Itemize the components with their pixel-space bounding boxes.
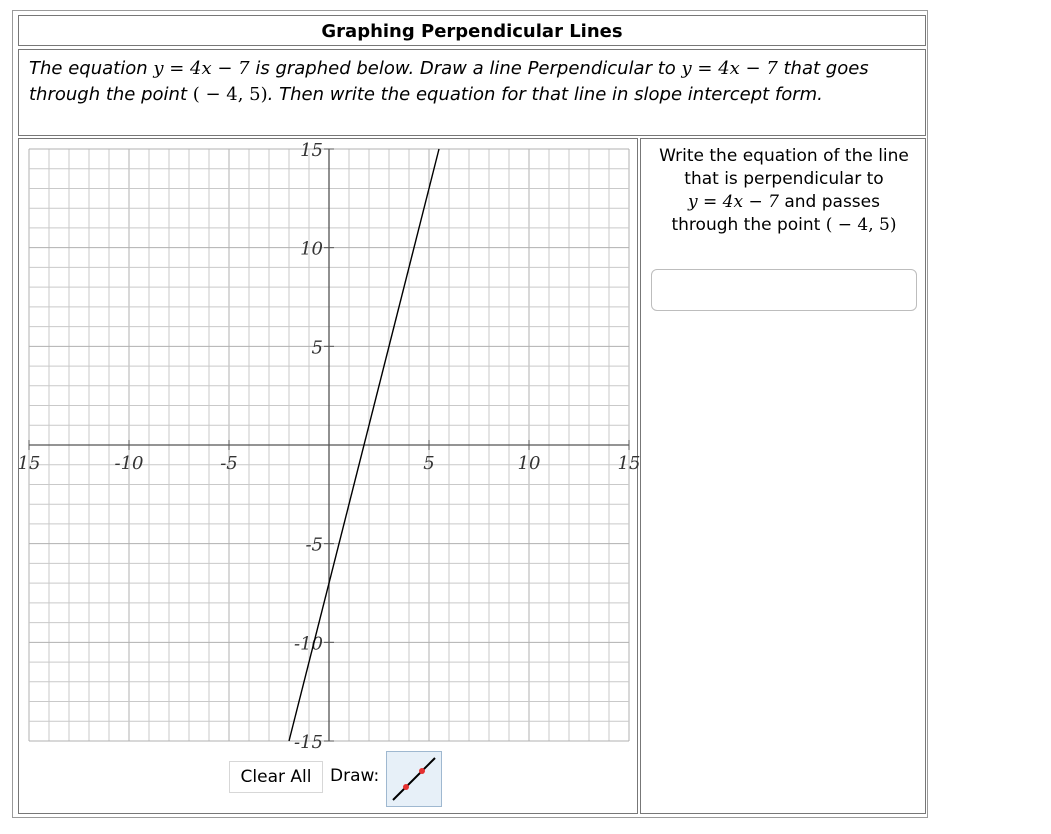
question-text	[651, 145, 917, 237]
coordinate-graph[interactable]	[17, 139, 641, 813]
line-tool-button[interactable]	[386, 751, 442, 807]
prompt-text: The equation	[29, 58, 154, 79]
answer-panel	[640, 138, 926, 814]
y-tick-label: 15	[300, 140, 323, 161]
line-segment-icon	[387, 752, 441, 806]
equation-answer-input[interactable]	[651, 269, 917, 311]
y-tick-label: -15	[294, 732, 323, 753]
x-tick-label: 5	[423, 453, 435, 474]
prompt-text: through the point	[29, 84, 193, 105]
prompt-text: that goes	[777, 58, 869, 79]
prompt-point: ( − 4, 5)	[192, 84, 268, 105]
prompt-equation: y = 4x − 7	[681, 58, 778, 79]
question-equation: y = 4x − 7	[688, 192, 779, 212]
x-tick-label: 15	[617, 453, 641, 474]
clear-all-button[interactable]: Clear All	[229, 761, 323, 793]
prompt-text: is graphed below. Draw a line Perpendicular to	[249, 58, 682, 79]
y-tick-label: -5	[305, 534, 323, 556]
problem-prompt	[18, 49, 926, 136]
x-tick-label: 15	[17, 453, 41, 474]
question-line: that is perpendicular to	[684, 169, 884, 189]
y-tick-label: 10	[300, 238, 323, 260]
draw-label: Draw:	[330, 766, 380, 786]
x-tick-label: -10	[114, 453, 144, 474]
y-tick-label: 5	[311, 337, 323, 359]
question-line: and passes	[778, 192, 880, 212]
y-tick-label: -10	[294, 633, 323, 655]
question-point: ( − 4, 5)	[825, 215, 897, 235]
prompt-equation: y = 4x − 7	[153, 58, 250, 79]
graph-panel	[17, 138, 641, 814]
x-tick-label: 10	[517, 453, 541, 474]
question-line: through the point	[671, 215, 826, 235]
question-line: Write the equation of the line	[659, 146, 909, 166]
x-tick-label: -5	[220, 453, 238, 474]
page-title: Graphing Perpendicular Lines	[18, 15, 926, 46]
prompt-text: . Then write the equation for that line in slope intercept form.	[267, 84, 823, 105]
